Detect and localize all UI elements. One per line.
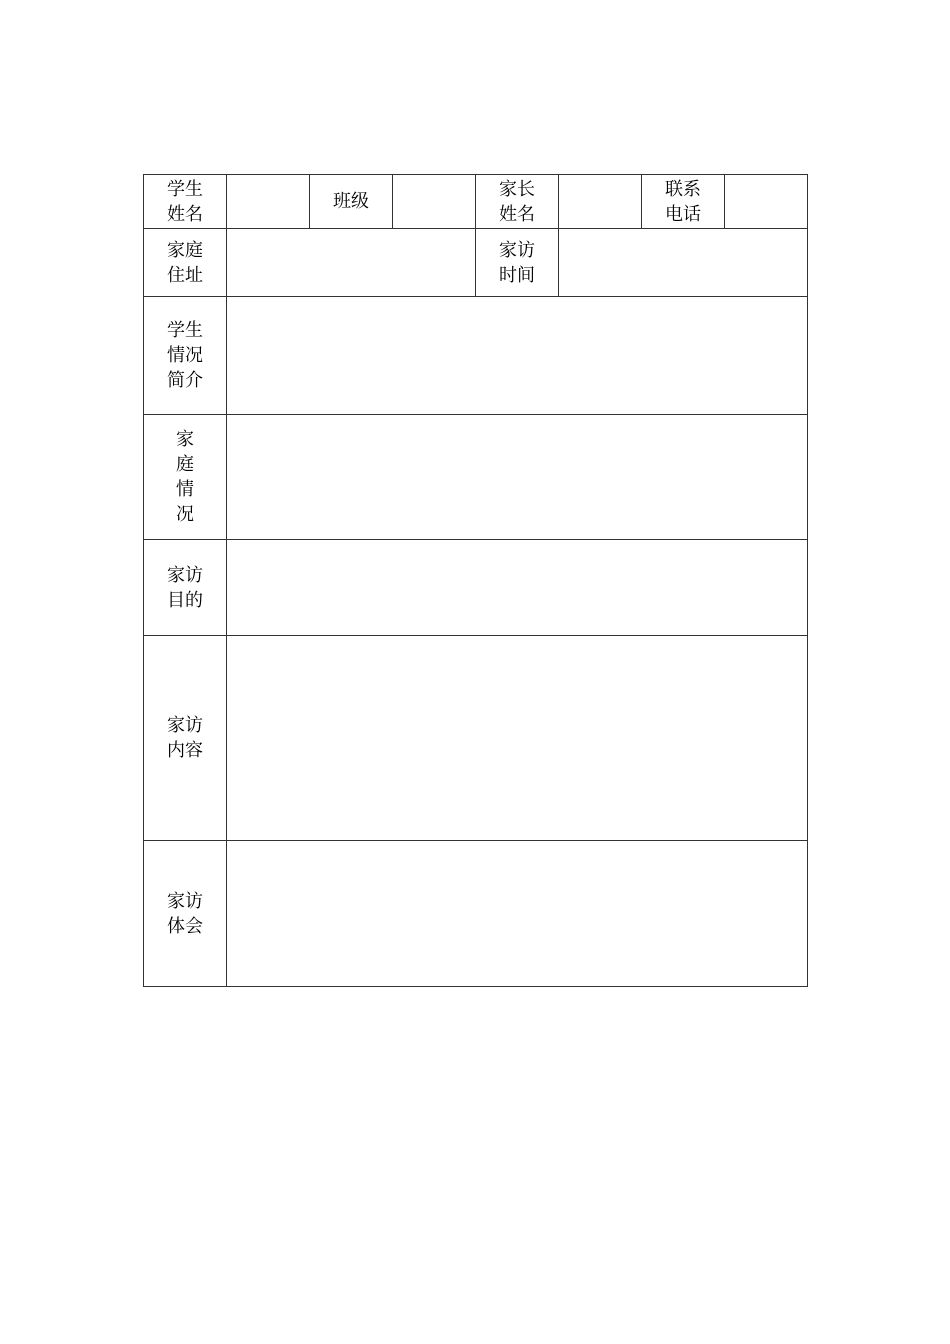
student-name-field[interactable] [227,175,310,229]
student-summary-label: 学生 情况 简介 [167,320,203,391]
student-summary-field[interactable] [227,297,808,415]
phone-label-cell [642,175,725,229]
row-address-time [144,229,808,297]
student-summary-label-cell [144,297,227,415]
visit-time-label: 家访 时间 [499,239,535,286]
family-situation-field[interactable] [227,415,808,540]
row-basic-info [144,175,808,229]
class-label-cell [310,175,393,229]
family-situation-label: 家 庭 情 况 [176,429,194,525]
visit-purpose-label-cell [144,540,227,636]
row-visit-content [144,636,808,841]
visit-purpose-field[interactable] [227,540,808,636]
class-field[interactable] [393,175,476,229]
phone-field[interactable] [725,175,808,229]
visit-content-field[interactable] [227,636,808,841]
student-name-label: 学生 姓名 [167,178,203,225]
visit-reflection-label: 家访 体会 [167,890,203,937]
visit-reflection-label-cell [144,841,227,987]
address-label-cell [144,229,227,297]
visit-time-field[interactable] [559,229,808,297]
visit-time-label-cell [476,229,559,297]
parent-name-label-cell [476,175,559,229]
phone-label: 联系 电话 [665,178,701,225]
family-situation-label-cell [144,415,227,540]
parent-name-label: 家长 姓名 [499,178,535,225]
parent-name-field[interactable] [559,175,642,229]
visit-content-label-cell [144,636,227,841]
visit-purpose-label: 家访 目的 [167,564,203,611]
student-name-label-cell [144,175,227,229]
address-label: 家庭 住址 [167,239,203,286]
address-field[interactable] [227,229,476,297]
home-visit-form [143,174,808,987]
row-student-summary [144,297,808,415]
visit-reflection-field[interactable] [227,841,808,987]
row-visit-reflection [144,841,808,987]
visit-content-label: 家访 内容 [167,715,203,761]
row-visit-purpose [144,540,808,636]
class-label: 班级 [333,191,369,212]
row-family-situation [144,415,808,540]
